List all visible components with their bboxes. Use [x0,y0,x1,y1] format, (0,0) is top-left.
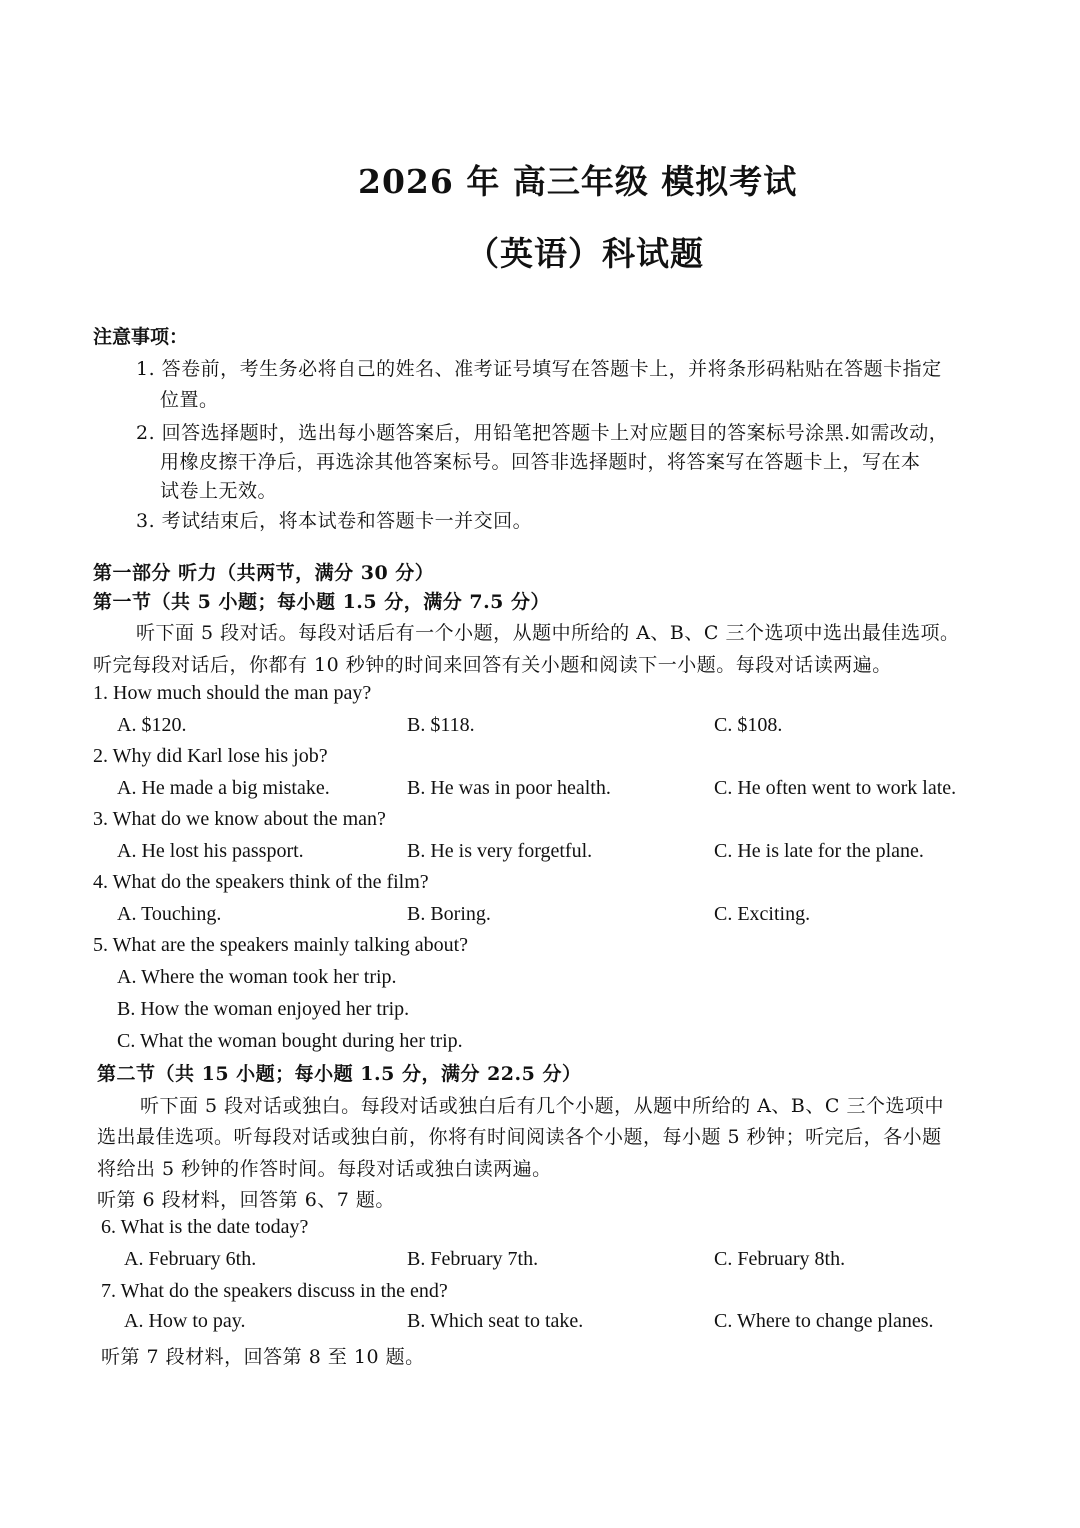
q2-option-a: A. He made a big mistake. [117,777,330,799]
notice-item-2-line-3: 试卷上无效。 [160,480,278,502]
q3-option-c: C. He is late for the plane. [714,840,924,862]
q1-option-a: A. $120. [117,714,187,736]
q5-option-a: A. Where the woman took her trip. [117,966,397,988]
q6-option-b: B. February 7th. [407,1248,539,1270]
q7-option-c: C. Where to change planes. [714,1310,934,1332]
question-1: 1. How much should the man pay? [93,682,372,704]
section1-instruction-line-2: 听完每段对话后，你都有 10 秒钟的时间来回答有关小题和阅读下一小题。每段对话读两遍。 [93,654,892,676]
q6-option-c: C. February 8th. [714,1248,846,1270]
question-7: 7. What do the speakers discuss in the end? [101,1280,448,1302]
question-5: 5. What are the speakers mainly talking about? [93,934,469,956]
q7-option-b: B. Which seat to take. [407,1310,584,1332]
notice-item-2-line-2: 用橡皮擦干净后，再选涂其他答案标号。回答非选择题时，将答案写在答题卡上，写在本 [160,451,921,473]
section1-instruction-line-1: 听下面 5 段对话。每段对话后有一个小题，从题中所给的 A、B、C 三个选项中选出最佳选项。 [136,622,960,644]
q7-option-a: A. How to pay. [124,1310,246,1332]
section2-heading: 第二节（共 15 小题；每小题 1.5 分，满分 22.5 分） [97,1063,582,1085]
question-4: 4. What do the speakers think of the film? [93,871,429,893]
notice-heading: 注意事项： [93,326,189,348]
question-2: 2. Why did Karl lose his job? [93,745,328,767]
q5-option-b: B. How the woman enjoyed her trip. [117,998,410,1020]
question-6: 6. What is the date today? [101,1216,309,1238]
material-6-instruction: 听第 6 段材料，回答第 6、7 题。 [97,1189,395,1211]
q4-option-b: B. Boring. [407,903,491,925]
section2-instruction-line-2: 选出最佳选项。听每段对话或独白前，你将有时间阅读各个小题，每小题 5 秒钟；听完后，各小题 [97,1126,942,1148]
exam-subtitle: （英语）科试题 [466,234,704,273]
q3-option-b: B. He is very forgetful. [407,840,593,862]
notice-item-3-line-1: 3. 考试结束后，将本试卷和答题卡一并交回。 [136,510,533,532]
q6-option-a: A. February 6th. [124,1248,257,1270]
section1-heading: 第一节（共 5 小题；每小题 1.5 分，满分 7.5 分） [93,591,551,613]
notice-item-1-line-2: 位置。 [160,389,219,411]
q4-option-a: A. Touching. [117,903,222,925]
q1-option-c: C. $108. [714,714,783,736]
section2-instruction-line-1: 听下面 5 段对话或独白。每段对话或独白后有几个小题，从题中所给的 A、B、C 三个选项中 [140,1095,944,1117]
section2-instruction-line-3: 将给出 5 秒钟的作答时间。每段对话或独白读两遍。 [97,1158,552,1180]
exam-title: 2026 年 高三年级 模拟考试 [358,162,798,201]
part1-heading: 第一部分 听力（共两节，满分 30 分） [93,562,435,584]
q3-option-a: A. He lost his passport. [117,840,304,862]
q4-option-c: C. Exciting. [714,903,811,925]
q1-option-b: B. $118. [407,714,475,736]
material-7-instruction: 听第 7 段材料，回答第 8 至 10 题。 [101,1346,425,1368]
q5-option-c: C. What the woman bought during her trip. [117,1030,463,1052]
notice-item-1-line-1: 1. 答卷前，考生务必将自己的姓名、准考证号填写在答题卡上，并将条形码粘贴在答题卡指定 [136,358,942,380]
q2-option-b: B. He was in poor health. [407,777,611,799]
notice-item-2-line-1: 2. 回答选择题时，选出每小题答案后，用铅笔把答题卡上对应题目的答案标号涂黑.如需改动， [136,422,949,444]
q2-option-c: C. He often went to work late. [714,777,957,799]
question-3: 3. What do we know about the man? [93,808,386,830]
